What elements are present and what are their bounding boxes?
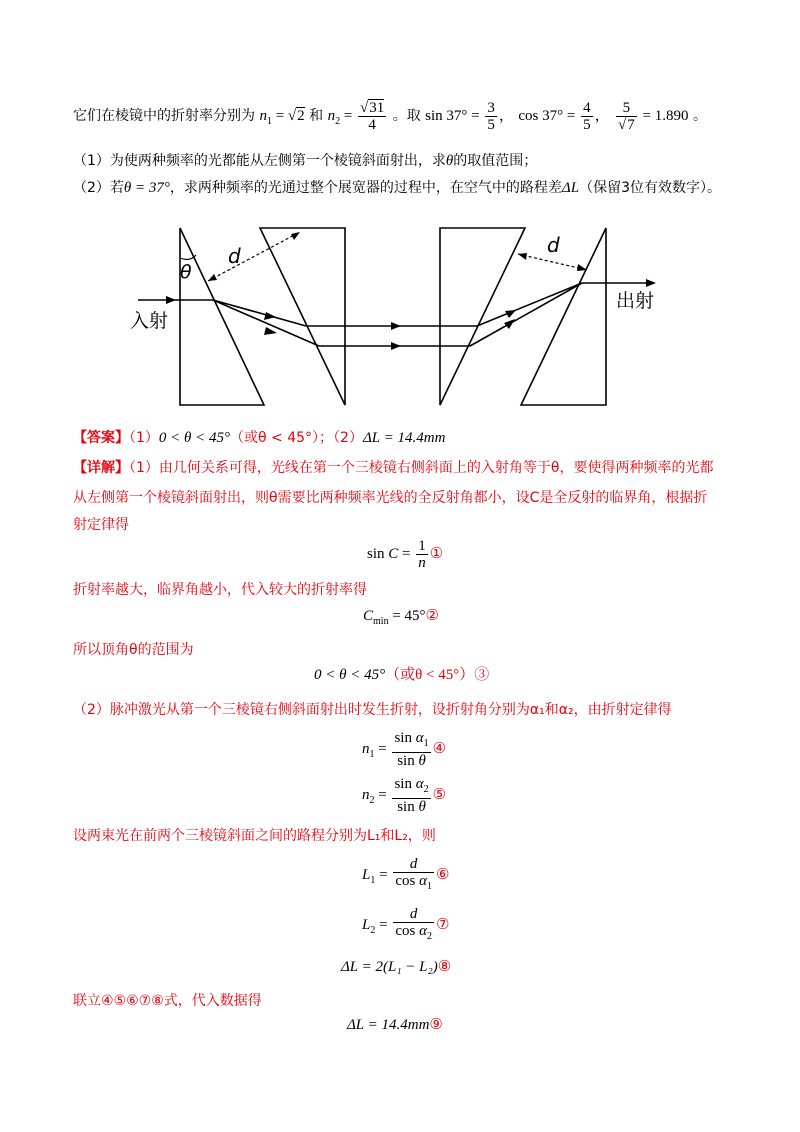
d-arrow-left <box>208 232 300 281</box>
label-d-left: d <box>228 244 241 268</box>
equation-6: $L_1$ = $\frac{d}{\cos \alpha_1}$ ⑥ <box>362 856 450 892</box>
detail-line-8: 联立④⑤⑥⑦⑧式，代入数据得 <box>73 993 262 1009</box>
prism-diagram <box>0 0 800 420</box>
prism-4 <box>521 228 606 405</box>
equation-9: ΔL = 14.4mm⑨ <box>347 1017 443 1033</box>
equation-3: 0 < θ < 45°（或θ < 45°）③ <box>314 667 490 683</box>
detail-line-1: 【详解】（1）由几何关系可得，光线在第一个三棱镜右侧斜面上的入射角等于θ，要使得两种频率的光都 <box>73 460 714 476</box>
n1-expr: $n_1 = √2$ <box>259 107 305 127</box>
question-1: （1）为使两种频率的光都能从左侧第一个棱镜斜面射出，求θ的取值范围； <box>73 153 538 169</box>
detail-line-7: 设两束光在前两个三棱镜斜面之间的路程分别为L₁和L₂，则 <box>73 828 436 844</box>
equation-4: $n_1$ = $\frac{\sin \alpha_1}{\text{sin θ}}$ ④ <box>362 730 447 769</box>
label-d-right: d <box>547 233 560 257</box>
label-in: 入射 <box>130 310 169 332</box>
equation-1: sin C = $\frac{1}{n}$ ① <box>367 538 444 571</box>
ratio-expr: $\frac{5}{√7}$ = 1.890 <box>618 100 689 133</box>
detail-line-5: 所以顶角θ的范围为 <box>73 642 194 658</box>
detail-line-2: 从左侧第一个棱镜斜面射出，则θ需要比两种频率光线的全反射角都小，设C是全反射的临界角，根据折 <box>73 490 708 506</box>
detail-line-6: （2）脉冲激光从第一个三棱镜右侧斜面射出时发生折射，设折射角分别为α₁和α₂，由折射定律得 <box>73 702 672 718</box>
intro-and: 和 <box>309 107 324 124</box>
label-theta: θ <box>180 261 192 283</box>
question-2: （2）若θ = 37°，求两种频率的光通过整个展宽器的过程中，在空气中的路程差ΔL（保留3位有效数字）。 <box>73 180 721 196</box>
ray-upper-2 <box>477 283 582 326</box>
detail-line-3: 射定律得 <box>73 517 129 533</box>
ray-upper-1 <box>213 300 306 326</box>
n2-expr: $n_2$ = $\frac{√31}{4}$ <box>327 100 385 133</box>
intro-take: 。取 <box>392 107 421 124</box>
equation-5: $n_2$ = $\frac{\sin \alpha_2}{\text{sin θ}}$ ⑤ <box>362 776 447 815</box>
equation-2: $C_{min}$ = 45°② <box>363 608 439 627</box>
sin37-expr: sin 37° = $\frac{3}{5}$ ， <box>425 100 514 133</box>
prism-3 <box>440 228 525 405</box>
intro-lead: 它们在棱镜中的折射率分别为 <box>73 107 255 124</box>
ray-lower-1 <box>213 300 319 346</box>
cos37-expr: cos 37° = $\frac{4}{5}$ ， <box>518 100 610 133</box>
equation-8: ΔL = 2(L₁ − L₂)⑧ <box>341 959 452 975</box>
intro-end: 。 <box>692 107 707 124</box>
answer-line: 【答案】（1）0 < θ < 45°（或θ < 45°）；（2）ΔL = 14.4mm <box>73 430 446 446</box>
label-out: 出射 <box>616 290 655 312</box>
equation-7: $L_2$ = $\frac{d}{\cos \alpha_2}$ ⑦ <box>362 906 450 942</box>
detail-line-4: 折射率越大，临界角越小，代入较大的折射率得 <box>73 582 367 598</box>
